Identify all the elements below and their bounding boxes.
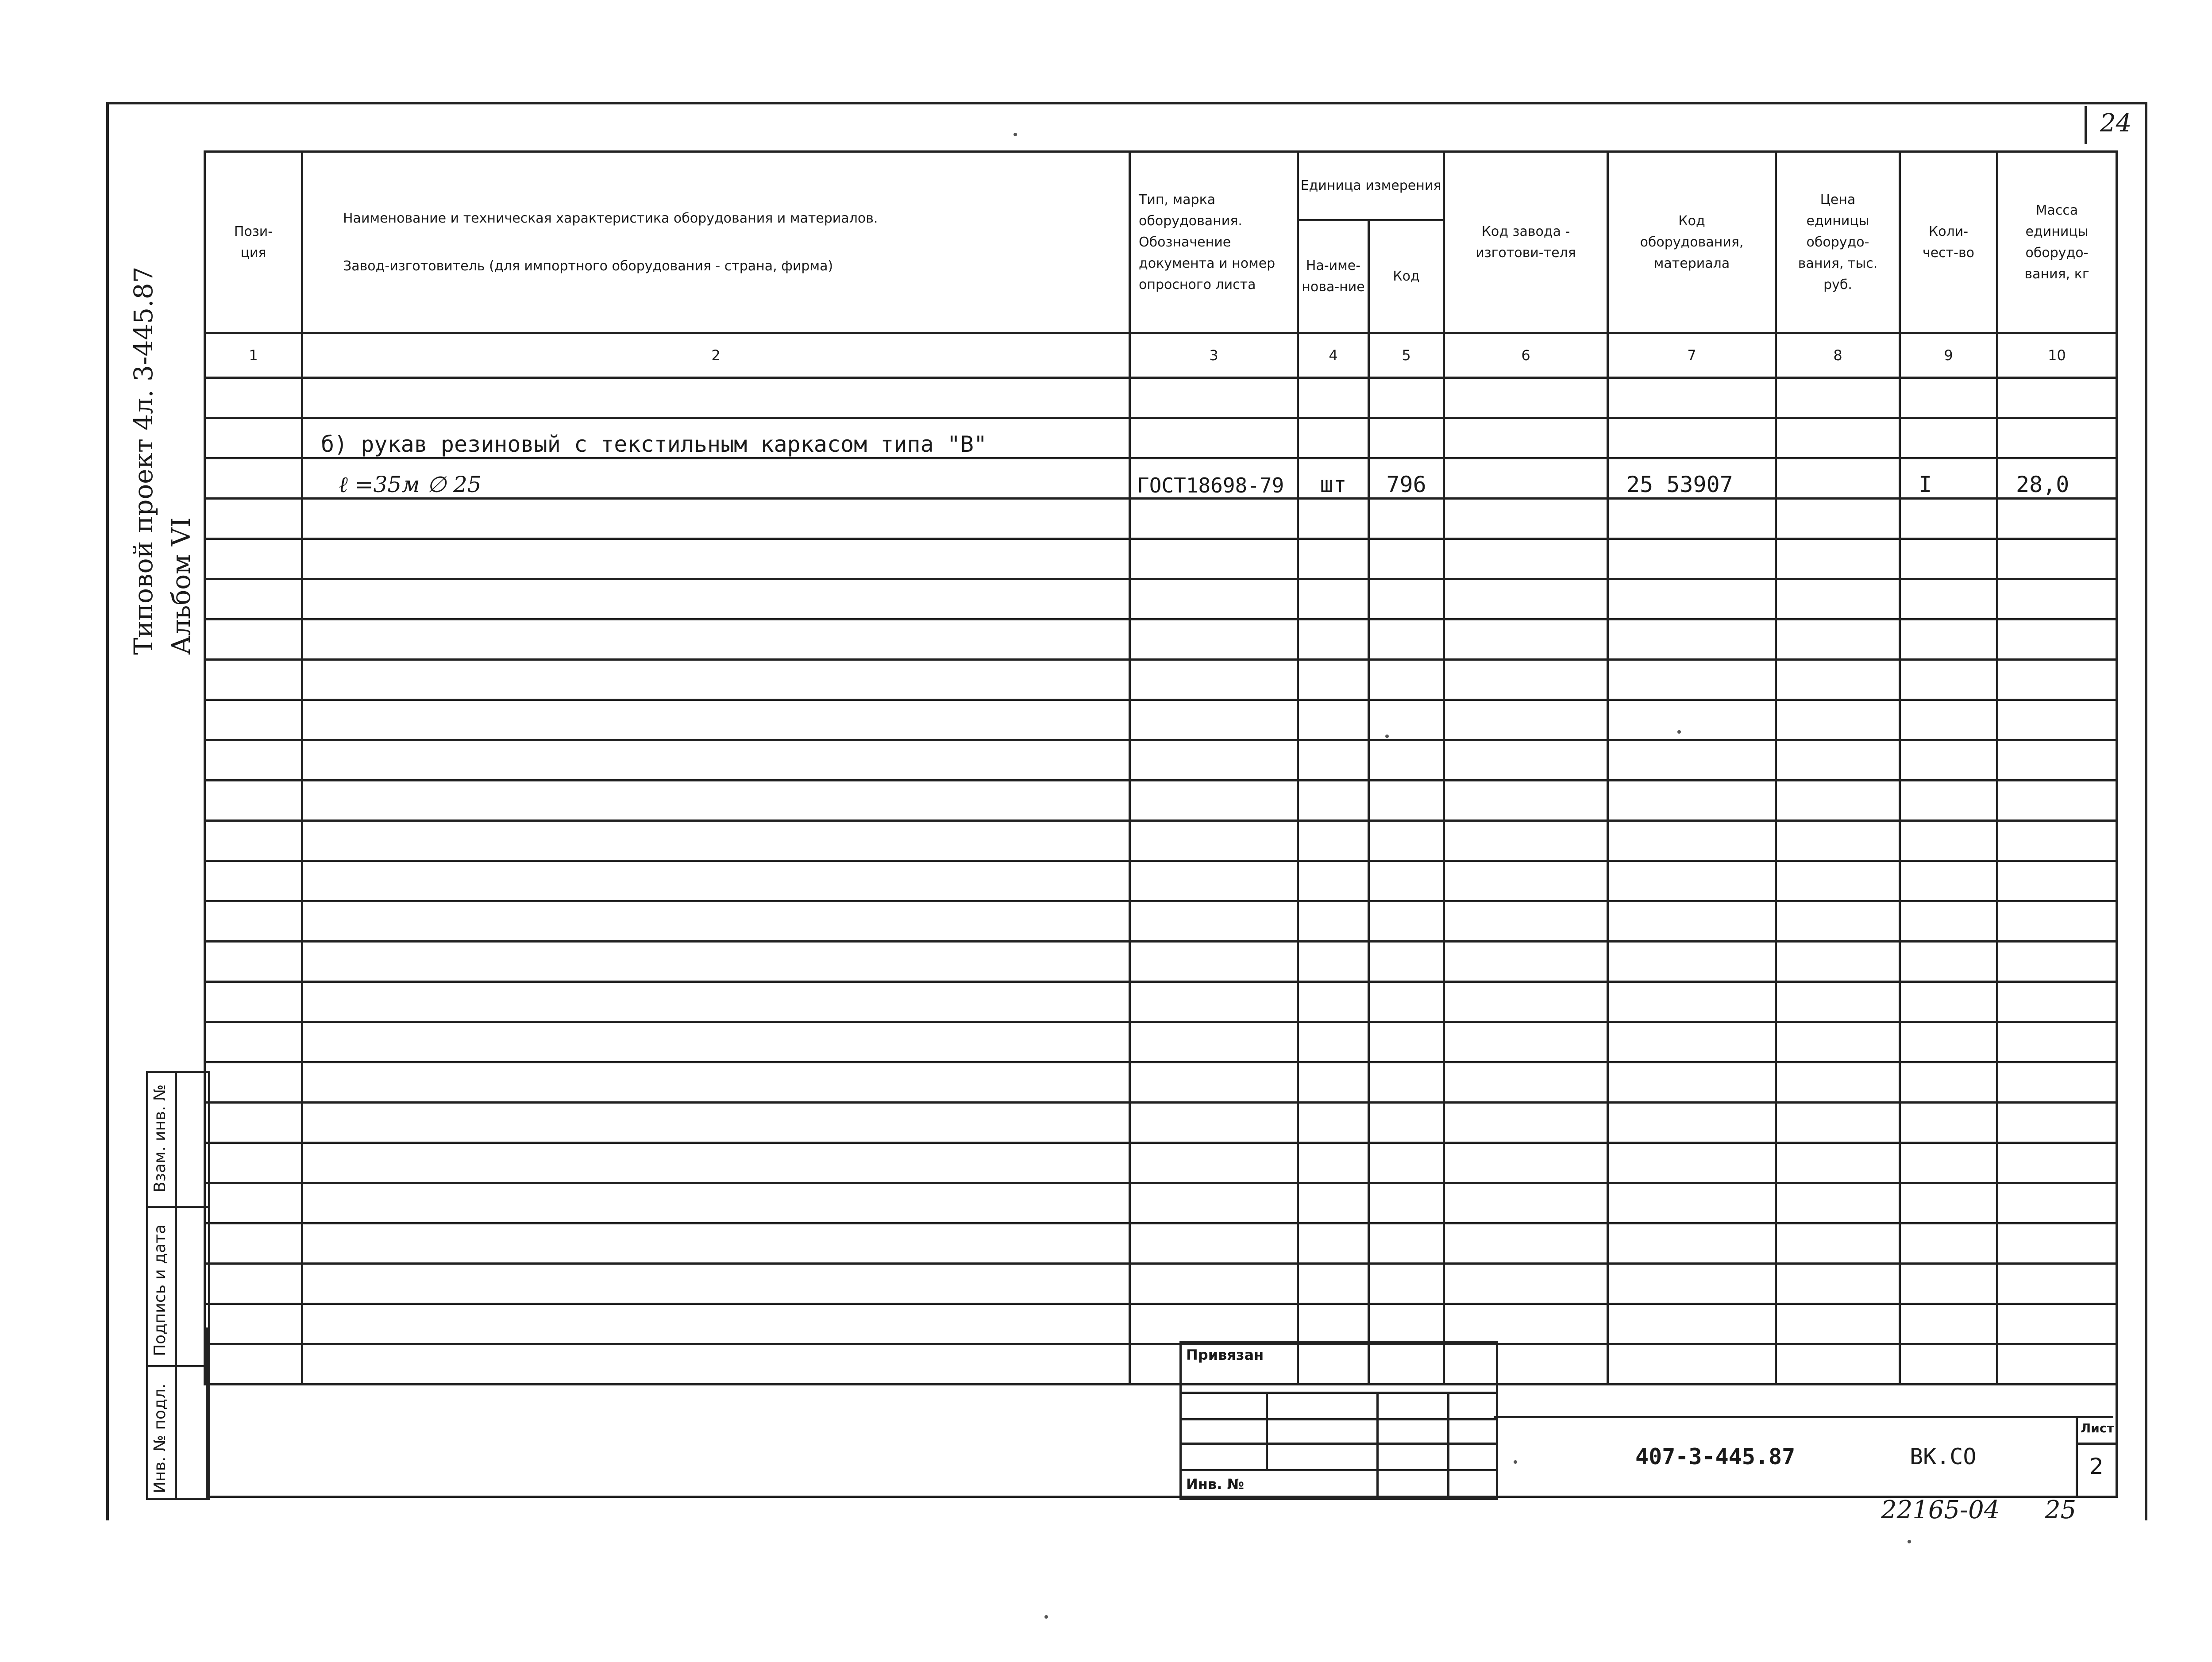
colnum-1: 1	[205, 333, 302, 378]
header-type: Тип, марка оборудования. Обозначение документа и номер опросного листа	[1130, 152, 1298, 333]
item-equip-code: 25 53907	[1608, 458, 1776, 499]
side-stamp-podpis: Подпись и дата	[151, 1224, 169, 1356]
header-name	[302, 152, 1130, 333]
table-row	[205, 499, 2117, 539]
table-row	[205, 1062, 2117, 1103]
header-pos: Пози- ция	[205, 152, 302, 333]
bottom-note: 22165-04	[1881, 1496, 2000, 1524]
table-row	[205, 1183, 2117, 1223]
side-stamp	[146, 1071, 210, 1500]
title-block	[1494, 1416, 2113, 1498]
table-row	[205, 821, 2117, 861]
colnum-9: 9	[1900, 333, 1997, 378]
table-row	[205, 1022, 2117, 1062]
table-row	[205, 1264, 2117, 1304]
privyazan-label: Привязан	[1186, 1347, 1264, 1363]
item-unit: шт	[1298, 458, 1369, 499]
side-stamp-vzam: Взам. инв. №	[151, 1084, 169, 1193]
table-row	[205, 901, 2117, 942]
table-row	[205, 942, 2117, 982]
colnum-4: 4	[1298, 333, 1369, 378]
header-unit-name: На-име-нова-ние	[1298, 220, 1369, 333]
table-row	[205, 378, 2117, 418]
header-price: Цена единицы оборудо-вания, тыс. руб.	[1776, 152, 1900, 333]
header-row	[205, 152, 2117, 220]
list-box	[2076, 1418, 2116, 1498]
item-type: ГОСТ18698-79	[1130, 458, 1298, 499]
specification-table	[204, 150, 2118, 1385]
inv-no-label: Инв. №	[1186, 1476, 1244, 1493]
item-qty: I	[1900, 458, 1997, 499]
colnum-10: 10	[1997, 333, 2117, 378]
colnum-7: 7	[1608, 333, 1776, 378]
table-row	[205, 539, 2117, 579]
item-unit-code: 796	[1369, 458, 1444, 499]
header-mass: Масса единицы оборудо-вания, кг	[1997, 152, 2117, 333]
column-numbers-row	[205, 333, 2117, 378]
colnum-3: 3	[1130, 333, 1298, 378]
side-title-line1: Типовой проект 4л. 3-445.87	[128, 266, 158, 655]
table-row	[205, 579, 2117, 619]
header-maker-code: Код завода - изготови-теля	[1444, 152, 1608, 333]
table-row	[205, 700, 2117, 740]
side-title-line2: Альбом VI	[166, 517, 196, 655]
table-row	[205, 781, 2117, 821]
colnum-2: 2	[302, 333, 1130, 378]
privyazan-stamp	[1179, 1341, 1498, 1500]
item-dimensions: ℓ =35м ∅ 25	[302, 458, 1130, 499]
list-number: 2	[2089, 1454, 2104, 1479]
list-label: Лист	[2081, 1421, 2114, 1435]
table-row	[205, 1103, 2117, 1143]
table-row	[205, 982, 2117, 1022]
header-qty: Коли-чест-во	[1900, 152, 1997, 333]
header-unit-code: Код	[1369, 220, 1444, 333]
table-row	[205, 660, 2117, 700]
header-unit: Единица измерения	[1298, 152, 1444, 220]
doc-code: 407-3-445.87	[1635, 1444, 1796, 1470]
colnum-8: 8	[1776, 333, 1900, 378]
colnum-6: 6	[1444, 333, 1608, 378]
table-row	[205, 619, 2117, 660]
colnum-5: 5	[1369, 333, 1444, 378]
table-row	[205, 458, 2117, 499]
header-equip-code: Код оборудования, материала	[1608, 152, 1776, 333]
table-row	[205, 861, 2117, 901]
corner-number: 24	[2100, 109, 2132, 138]
table-row	[205, 418, 2117, 458]
item-description: б) рукав резиновый с текстильным каркасом типа "В"	[302, 418, 1130, 458]
doc-mark: ВК.СО	[1910, 1444, 1977, 1470]
corner-number-box	[2085, 106, 2144, 144]
table-row	[205, 740, 2117, 781]
item-mass: 28,0	[1997, 458, 2117, 499]
bottom-note-2: 25	[2045, 1496, 2077, 1524]
table-row	[205, 1223, 2117, 1264]
header-name-line2: Завод-изготовитель (для импортного оборудования - страна, фирма)	[343, 258, 833, 274]
header-name-line1: Наименование и техническая характеристика оборудования и материалов.	[343, 210, 878, 226]
side-stamp-inv-podl: Инв. № подл.	[151, 1383, 169, 1493]
table-row	[205, 1143, 2117, 1183]
